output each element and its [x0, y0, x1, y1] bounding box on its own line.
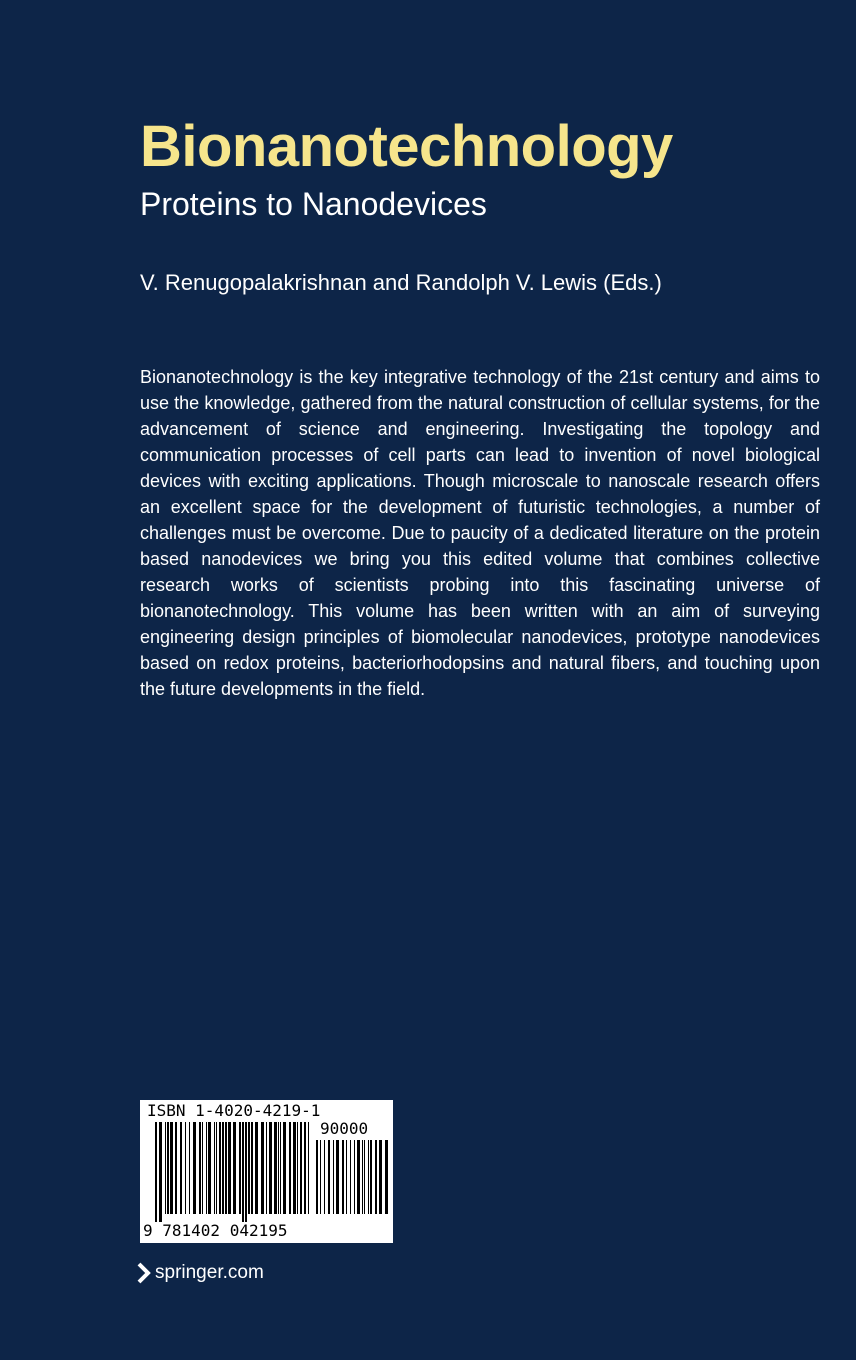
barcode-bar [170, 1122, 173, 1214]
ean-number: 9 781402 042195 [143, 1221, 288, 1240]
barcode-bar [346, 1140, 347, 1214]
barcode-bar [280, 1122, 281, 1214]
barcode-bar [354, 1140, 355, 1214]
barcode-bar [199, 1122, 201, 1214]
barcode-bar [336, 1140, 339, 1214]
barcode-bar [324, 1140, 325, 1214]
publisher-website-link[interactable] [136, 1261, 264, 1285]
barcode-bar [251, 1122, 253, 1214]
barcode-addon-digits: 90000 [320, 1119, 369, 1138]
barcode-bar [159, 1122, 162, 1222]
barcode-bar [379, 1140, 382, 1214]
barcode-bar [368, 1140, 369, 1214]
barcode-bar [300, 1122, 302, 1214]
book-description: Bionanotechnology is the key integrative technology of the 21st century and aims to use the knowledge, gathered from the natural construction of cellular systems, for the advancement of science and engineering. Investigating the topology and communication processes of cell parts can lead to invention of novel biological devices with exciting applications. Though microscale to nanoscale research offers an excellent space for the development of futuristic technologies, a number of challenges must be overcome. Due to paucity of a dedicated literature on the protein based nanodevices we bring you this edited volume that combines collective research works of scientists probing into this fascinating universe of bionanotechnology. This volume has been written with an aim of surveying engineering design principles of biomolecular nanodevices, prototype nanodevices based on redox proteins, bacteriorhodopsins and natural fibers, and touching upon the future developments in the field. [140, 367, 820, 699]
barcode-bar [266, 1122, 267, 1214]
book-subtitle: Proteins to Nanodevices [140, 186, 487, 222]
barcode-bar [364, 1140, 365, 1214]
addon-barcode-bars [316, 1140, 388, 1222]
book-title: Bionanotechnology [140, 114, 673, 179]
barcode-bar [333, 1140, 334, 1214]
barcode-bar [357, 1140, 360, 1214]
isbn-barcode [140, 1100, 393, 1243]
barcode-bar [297, 1122, 298, 1214]
barcode-bar [289, 1122, 291, 1214]
barcode-bar [248, 1122, 250, 1214]
barcode-bar [245, 1122, 247, 1222]
barcode-bar [293, 1122, 296, 1214]
barcode-bar [375, 1140, 377, 1214]
barcode-bar [193, 1122, 196, 1214]
barcode-bar [214, 1122, 215, 1214]
barcode-bar [167, 1122, 169, 1214]
barcode-bar [328, 1140, 330, 1214]
barcode-bar [202, 1122, 203, 1214]
barcode-bar [255, 1122, 258, 1214]
barcode-bar [216, 1122, 217, 1214]
barcode-bar [242, 1122, 244, 1222]
book-editors: V. Renugopalakrishnan and Randolph V. Lewis (Eds.) [140, 270, 662, 295]
barcode-bar [350, 1140, 351, 1214]
barcode-bar [269, 1122, 272, 1214]
barcode-bar [283, 1122, 286, 1214]
barcode-bar [155, 1122, 157, 1222]
barcode-bar [362, 1140, 363, 1214]
barcode-bar [225, 1122, 227, 1214]
barcode-bar [239, 1122, 241, 1214]
isbn-number: ISBN 1-4020-4219-1 [147, 1101, 321, 1120]
barcode-bar [274, 1122, 277, 1214]
barcode-bar [316, 1140, 318, 1214]
barcode-bar [180, 1122, 182, 1214]
barcode-bar [342, 1140, 344, 1214]
chevron-right-icon [136, 1262, 152, 1284]
barcode-bar [233, 1122, 236, 1214]
barcode-bar [185, 1122, 186, 1214]
barcode-bar [222, 1122, 224, 1214]
barcode-bar [261, 1122, 264, 1214]
barcode-bar [278, 1122, 279, 1214]
barcode-bar [175, 1122, 177, 1214]
barcode-bar [228, 1122, 231, 1214]
barcode-bar [165, 1122, 166, 1214]
barcode-bar [385, 1140, 388, 1214]
barcode-bar [208, 1122, 211, 1214]
barcode-bar [308, 1122, 309, 1214]
barcode-bar [219, 1122, 221, 1214]
barcode-bar [370, 1140, 372, 1214]
barcode-bar [206, 1122, 207, 1214]
barcode-bar [320, 1140, 321, 1214]
barcode-bar [304, 1122, 306, 1214]
ean-barcode-bars [155, 1122, 313, 1222]
publisher-website-text: springer.com [155, 1262, 264, 1283]
barcode-bar [189, 1122, 190, 1214]
